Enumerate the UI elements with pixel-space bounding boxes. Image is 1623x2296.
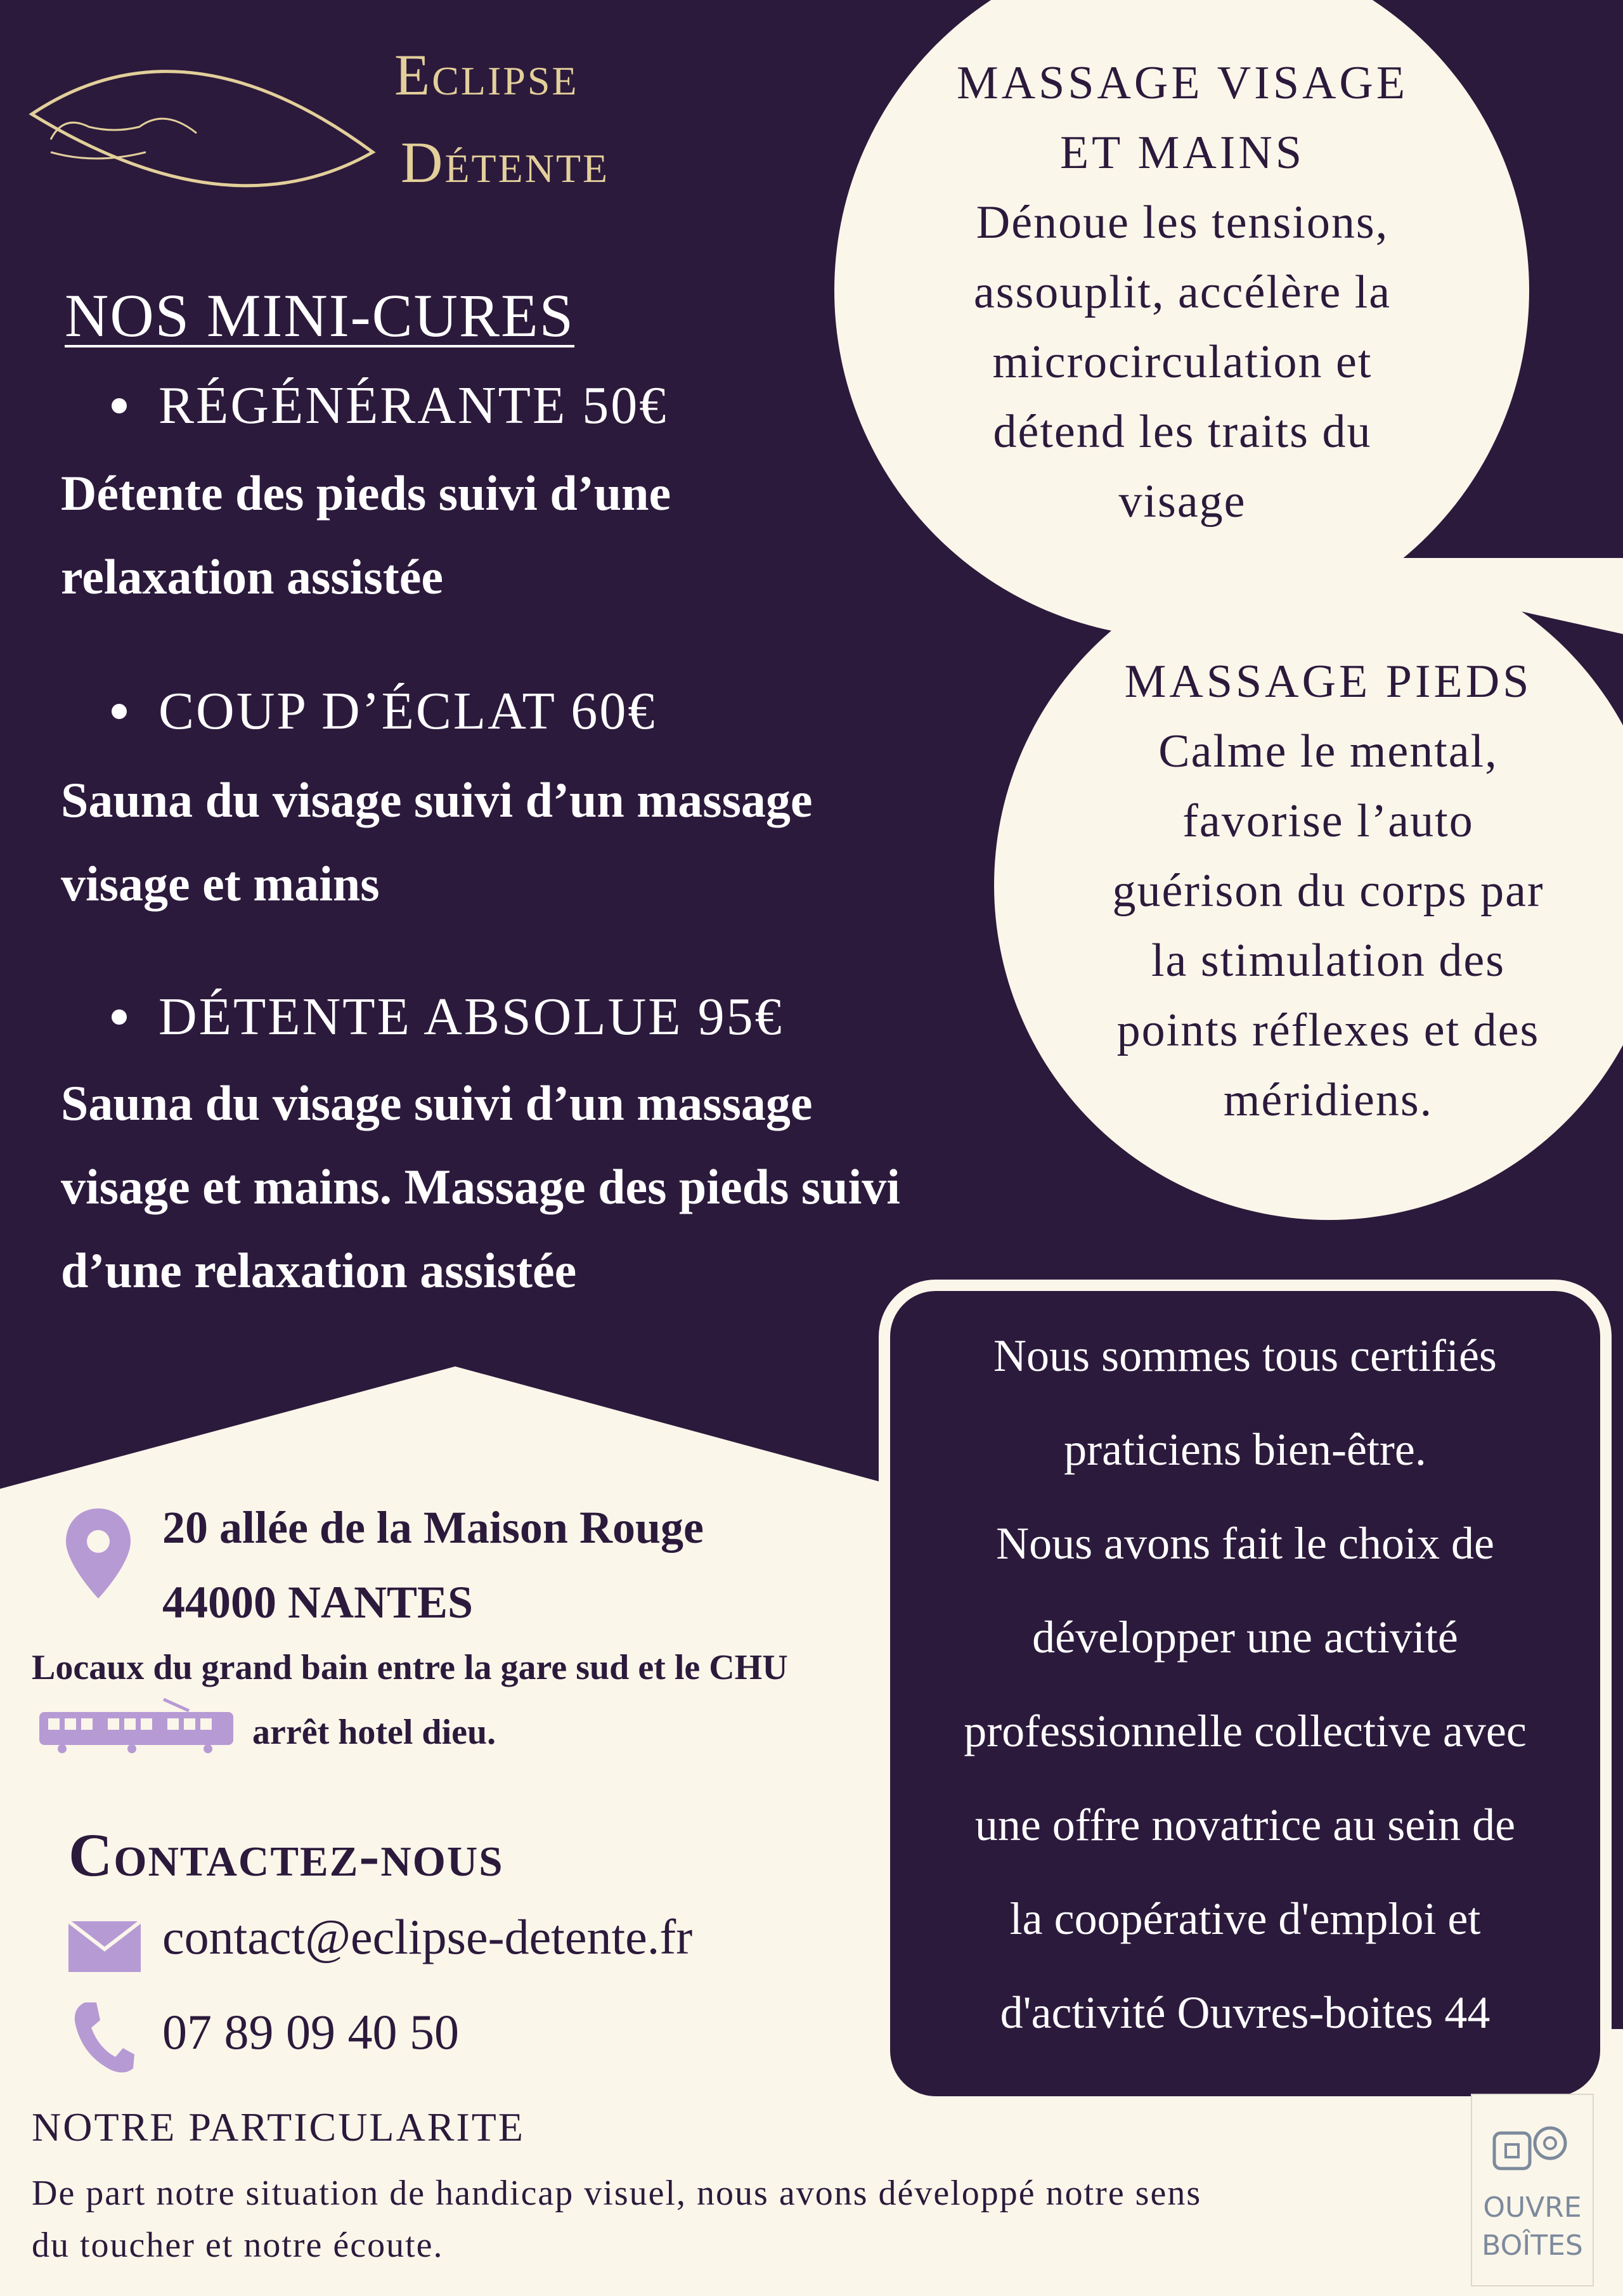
certification-line: d'activité Ouvres-boites 44: [1000, 1987, 1490, 2038]
massage-desc-line: détend les traits du: [993, 406, 1372, 458]
address-city: 44000 NANTES: [162, 1577, 474, 1628]
massage-desc-line: la stimulation des: [1151, 935, 1506, 987]
massage-desc-line: méridiens.: [1223, 1074, 1433, 1126]
location-note: Locaux du grand bain entre la gare sud et le CHU: [32, 1648, 788, 1687]
ouvre-boites-line1: OUVRE: [1483, 2191, 1582, 2224]
massage-pieds-text: [1040, 647, 1617, 1135]
cure-description-3: Sauna du visage suivi d’un massage visage et mains. Massage des pieds suivi d’une relaxation assistée: [61, 1075, 900, 1298]
massage-desc-line: Calme le mental,: [1158, 725, 1498, 777]
cure-title-2: [112, 682, 657, 741]
ouvre-boites-line2: BOÎTES: [1482, 2229, 1583, 2262]
certification-line: professionnelle collective avec: [964, 1706, 1527, 1756]
phone-icon: [71, 1999, 137, 2077]
massage-desc-line: favorise l’auto: [1182, 795, 1474, 847]
massage-visage-text: [881, 48, 1484, 536]
cure-title-text: COUP D’ÉCLAT 60€: [158, 682, 657, 741]
brand-name-line2: Détente: [401, 130, 610, 195]
certification-line: la coopérative d'emploi et: [1009, 1893, 1481, 1944]
particularity-line: De part notre situation de handicap visuel, nous avons développé notre sens: [32, 2174, 1202, 2213]
contact-email[interactable]: contact@eclipse-detente.fr: [162, 1909, 693, 1964]
certification-line: praticiens bien-être.: [1064, 1424, 1426, 1475]
cure-description-1: Détente des pieds suivi d’une relaxation assistée: [61, 465, 671, 604]
cures-section-title: NOS MINI-CURES: [65, 282, 575, 349]
ouvre-boites-icon: [1488, 2120, 1577, 2177]
particularity-text: [32, 2167, 1426, 2271]
certification-line: Nous sommes tous certifiés: [993, 1330, 1497, 1381]
cure-title-3: [112, 987, 784, 1046]
certification-line: Nous avons fait le choix de: [996, 1518, 1494, 1569]
particularity-title: NOTRE PARTICULARITE: [32, 2105, 525, 2150]
massage-desc-line: visage: [1118, 476, 1246, 528]
massage-desc-line: assouplit, accélère la: [973, 266, 1392, 318]
envelope-icon: [67, 1920, 142, 1973]
massage-desc-line: microcirculation et: [992, 336, 1373, 388]
massage-title-line1: MASSAGE VISAGE: [956, 57, 1409, 109]
particularity-line: du toucher et notre écoute.: [32, 2226, 444, 2265]
massage-title-line1: MASSAGE PIEDS: [1124, 656, 1532, 708]
tram-stop: arrêt hotel dieu.: [252, 1713, 496, 1752]
bullet: [112, 398, 127, 413]
bullet: [112, 704, 127, 719]
massage-desc-line: guérison du corps par: [1112, 865, 1544, 917]
brand-name-line1: Eclipse: [394, 42, 579, 107]
massage-title-line2: ET MAINS: [1059, 127, 1305, 179]
bullet: [112, 1009, 127, 1025]
contact-phone[interactable]: 07 89 09 40 50: [162, 2004, 459, 2059]
brand-logo: [25, 25, 380, 203]
certification-box: [879, 1280, 1612, 2108]
cure-title-1: [112, 376, 668, 435]
ouvre-boites-logo: [1471, 2094, 1594, 2286]
contact-title: Contactez-nous: [68, 1821, 504, 1889]
cure-title-text: RÉGÉNÉRANTE 50€: [158, 376, 668, 435]
location-pin-icon: [63, 1506, 133, 1601]
address-street: 20 allée de la Maison Rouge: [162, 1502, 704, 1553]
cure-description-2: Sauna du visage suivi d’un massage visage et mains: [61, 772, 813, 911]
massage-desc-line: Dénoue les tensions,: [976, 197, 1389, 249]
eclipse-logo-icon: [25, 25, 380, 203]
certification-line: développer une activité: [1032, 1612, 1458, 1663]
cure-title-text: DÉTENTE ABSOLUE 95€: [158, 987, 784, 1046]
massage-desc-line: points réflexes et des: [1116, 1004, 1540, 1056]
certification-line: une offre novatrice au sein de: [974, 1800, 1516, 1850]
tram-icon: [37, 1697, 237, 1755]
